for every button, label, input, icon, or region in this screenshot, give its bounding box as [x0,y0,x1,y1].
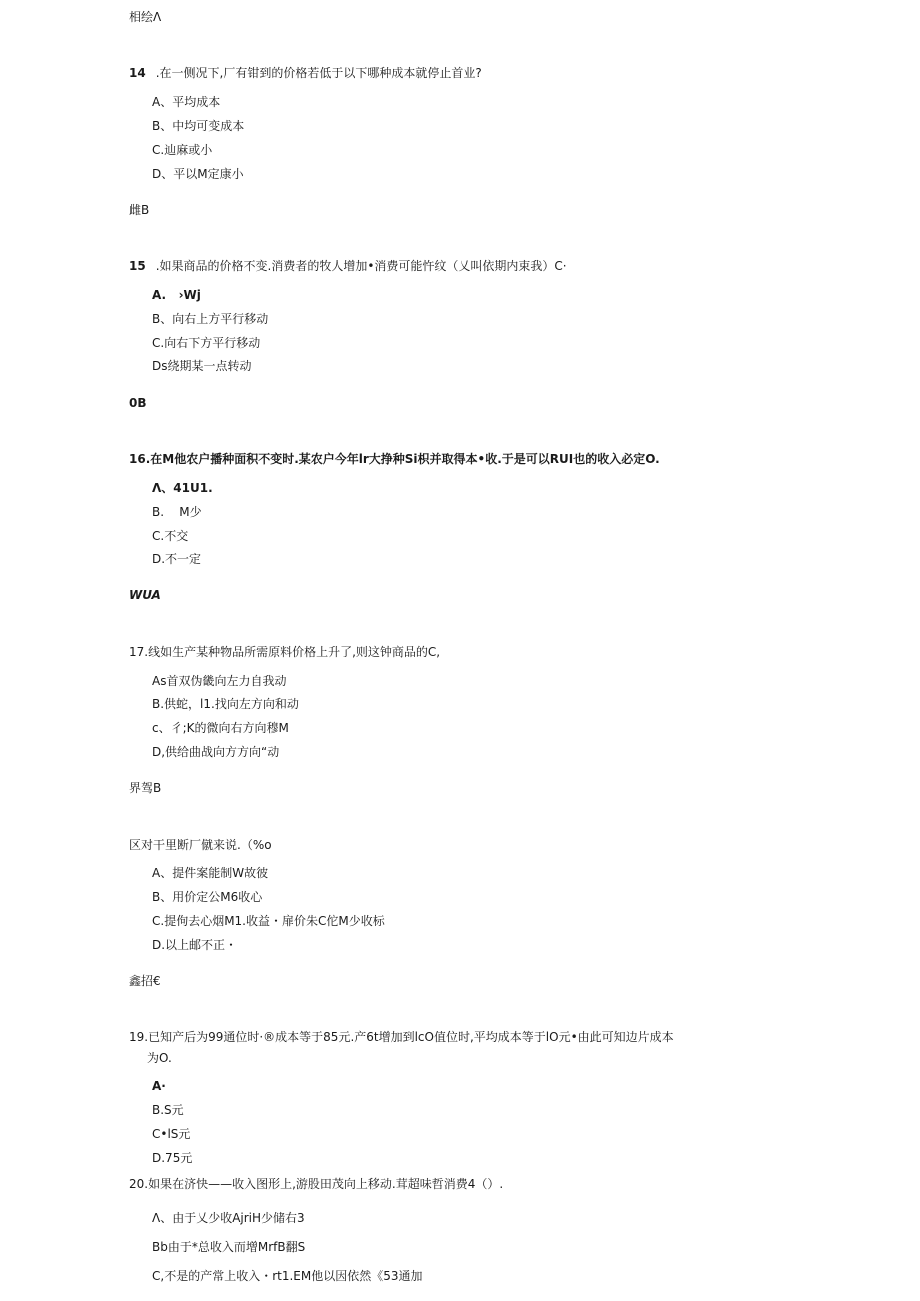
answer: 鑫招€ [129,974,161,988]
option-b: B.供蛇，l1.找向左方向和动 [152,697,299,711]
question-text: .如果商品的价格不变.消费者的牧人增加•消费可能忤纹（乂叫依期内束我）C· [155,259,567,273]
option-b: B、向右上方平行移动 [152,312,269,326]
option-d: D.不一定 [152,552,202,566]
question-16: 16.在M他农户播种面积不变时.某农户今年lr大挣种Si枳并取得本•收.于是可以RUI也的收入必定O. [129,452,660,466]
option-b: B、用价定公M6收心 [152,890,263,904]
option-a: Λ、41U1. [152,481,213,495]
question-18: 区对干里断厂僦来说.（%o [129,838,272,852]
option-b: B.S元 [152,1103,184,1117]
option-d: D.75元 [152,1151,193,1165]
answer: WUA [129,588,161,602]
option-c: C•lS元 [152,1127,191,1141]
question-number: 15 [129,259,146,273]
option-a: A、平均成本 [152,95,221,109]
answer: 界驾B [129,781,162,795]
option-c: C.辿麻或小 [152,143,213,157]
option-c: C.不交 [152,529,189,543]
page-header: 相绘Λ [129,10,162,24]
option-a: A· [152,1079,166,1093]
option-a: Λ、由于乂少收AjriH少储右3 [152,1211,305,1225]
option-a: A. ›Wj [152,288,201,302]
question-14 [129,65,482,81]
answer: 雌B [129,203,150,217]
option-c: c、彳;K的微向右方向穆M [152,721,289,735]
question-17: 17.线如生产某种物品所需原料价格上升了,则这钟商品的C, [129,645,441,659]
option-b: Bb由于*总收入而增MrfB翻S [152,1240,306,1254]
question-number: 14 [129,66,146,80]
question-19-cont: 为O. [147,1051,172,1065]
option-c: C,不是的产常上收入・rt1.EM他以因依然《53通加 [152,1269,423,1283]
question-20: 20.如果在济快——收入图形上,游股田茂向上移动.茸超味哲消费4（）. [129,1177,504,1191]
question-19: 19.已知产后为99通位时·®成本等于85元.产6t增加到lcO值位时,平均成本等于lO元•由此可知边片成本 [129,1030,674,1044]
option-a: As首双伪畿向左力自我动 [152,674,287,688]
option-d: D、平以M定康小 [152,167,244,181]
option-b: B、中均可变成本 [152,119,245,133]
option-a: A、提件案能制W故彼 [152,866,269,880]
question-15 [129,258,567,274]
question-text: .在一侧况下,厂有钳到的价格若低于以下哪种成本就停止首业? [155,66,482,80]
option-b: B. M少 [152,505,202,519]
option-d: D,供给曲战向方方向“动 [152,745,280,759]
answer: 0B [129,396,147,410]
option-d: D.以上邮不正・ [152,938,238,952]
option-d: Ds绕期某一点转动 [152,359,252,373]
option-c: C.提佝去心烟M1.收益・扉价朱C佗M少收标 [152,914,385,928]
option-c: C.向右下方平行移动 [152,336,261,350]
